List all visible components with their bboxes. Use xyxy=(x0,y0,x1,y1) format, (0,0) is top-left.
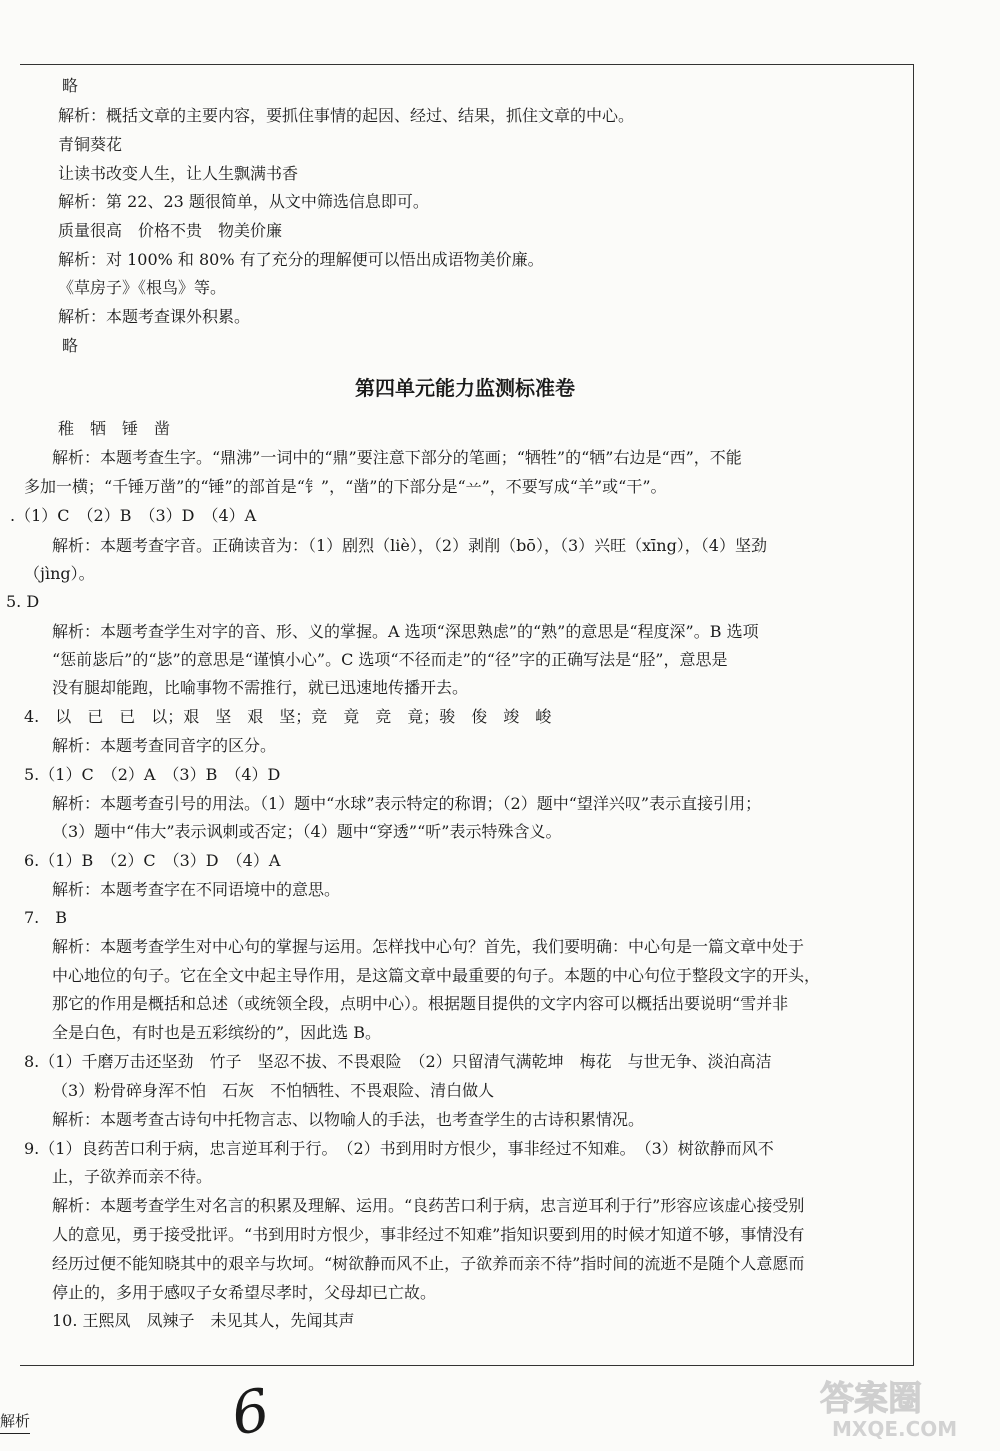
main-answer-line: （3）粉骨碎身浑不怕 石灰 不怕牺牲、不畏艰险、清白做人 xyxy=(52,1081,495,1100)
top-answer-line: 青铜葵花 xyxy=(58,135,123,154)
main-answer-line: 5. D xyxy=(6,592,40,611)
main-answer-line: 经历过便不能知晓其中的艰辛与坎坷。“树欲静而风不止，子欲养而亲不待”指时间的流逝不是随个人意愿而 xyxy=(52,1254,805,1273)
main-answer-line: 解析：本题考查生字。“鼎沸”一词中的“鼎”要注意下部分的笔画；“牺牲”的“牺”右边是“西”，不能 xyxy=(52,448,742,467)
watermark-logo xyxy=(810,1372,990,1442)
top-answer-line: 《草房子》《根鸟》等。 xyxy=(58,278,227,297)
main-answer-line: 7. B xyxy=(24,908,68,927)
watermark-text: 答案圈 xyxy=(820,1379,922,1419)
main-answer-line: 中心地位的句子。它在全文中起主导作用，是这篇文章中最重要的句子。本题的中心句位于整段文字的开头， xyxy=(52,966,821,985)
main-answer-line: 10. 王熙凤 凤辣子 未见其人，先闻其声 xyxy=(52,1311,355,1330)
main-answer-line: 没有腿却能跑，比喻事物不需推行，就已迅速地传播开去。 xyxy=(52,678,469,697)
main-answer-line: 解析：本题考查字音。正确读音为：（1）剧烈（liè），（2）剥削（bō），（3）兴旺（xīng），（4）坚劲 xyxy=(52,536,767,555)
main-answer-line: .（1）C （2）B （3）D （4）A xyxy=(10,506,257,525)
top-answer-line: 解析：概括文章的主要内容，要抓住事情的起因、经过、结果，抓住文章的中心。 xyxy=(58,106,635,125)
top-answer-line: 质量很高 价格不贵 物美价廉 xyxy=(58,221,283,240)
top-answer-line: 解析：本题考查课外积累。 xyxy=(58,307,251,326)
top-answer-line: 略 xyxy=(62,336,79,355)
main-answer-line: 4. 以 已 已 以；艰 坚 艰 坚；竞 竟 竞 竟；骏 俊 竣 峻 xyxy=(24,707,552,726)
main-answer-line: 止，子欲养而亲不待。 xyxy=(52,1167,213,1186)
main-answer-line: 解析：本题考查学生对名言的积累及理解、运用。“良药苦口利于病，忠言逆耳利于行”形容应该虚心接受别 xyxy=(52,1196,805,1215)
main-answer-line: “惩前毖后”的“毖”的意思是“谨慎小心”。C 选项“不径而走”的“径”字的正确写法是“胫”，意思是 xyxy=(52,650,728,669)
main-answer-line: 解析：本题考查字在不同语境中的意思。 xyxy=(52,880,341,899)
main-answer-line: （jìng）。 xyxy=(24,564,95,583)
top-answer-line: 解析：对 100% 和 80% 有了充分的理解便可以悟出成语物美价廉。 xyxy=(58,250,544,269)
main-answer-line: 解析：本题考查同音字的区分。 xyxy=(52,736,277,755)
watermark-url: MXQE.COM xyxy=(832,1417,958,1441)
main-answer-line: 6.（1）B （2）C （3）D （4）A xyxy=(24,851,281,870)
main-answer-line: （3）题中“伟大”表示讽刺或否定；（4）题中“穿透”“听”表示特殊含义。 xyxy=(52,822,562,841)
main-answer-line: 解析：本题考查学生对字的音、形、义的掌握。A 选项“深思熟虑”的“熟”的意思是“程度深”。B 选项 xyxy=(52,622,759,641)
main-answer-line: 停止的，多用于感叹子女希望尽孝时，父母却已亡故。 xyxy=(52,1283,437,1302)
footer-label: 解析 xyxy=(0,1410,30,1434)
main-answer-line: 人的意见，勇于接受批评。“书到用时方恨少，事非经过不知难”指知识要到用的时候才知道不够，事情没有 xyxy=(52,1225,805,1244)
top-answer-line: 让读书改变人生，让人生飘满书香 xyxy=(58,164,299,183)
main-answer-line: 8.（1）千磨万击还坚劲 竹子 坚忍不拔、不畏艰险 （2）只留清气满乾坤 梅花 与世无争、淡泊高洁 xyxy=(24,1052,772,1071)
main-answer-line: 稚 牺 锤 凿 xyxy=(58,419,171,438)
main-answer-line: 解析：本题考查引号的用法。（1）题中“水球”表示特定的称谓；（2）题中“望洋兴叹”表示直接引用； xyxy=(52,794,762,813)
page-title: 第四单元能力监测标准卷 xyxy=(355,376,575,400)
main-answer-line: 5.（1）C （2）A （3）B （4）D xyxy=(24,765,281,784)
main-answer-line: 全是白色，有时也是五彩缤纷的”，因此选 B。 xyxy=(52,1023,382,1042)
main-answer-line: 那它的作用是概括和总述（或统领全段，点明中心）。根据题目提供的文字内容可以概括出要说明“雪并非 xyxy=(52,994,789,1013)
main-answer-line: 9.（1）良药苦口利于病，忠言逆耳利于行。 （2）书到用时方恨少，事非经过不知难。 （3）树欲静而风不 xyxy=(24,1139,774,1158)
top-answer-line: 解析：第 22、23 题很简单，从文中筛选信息即可。 xyxy=(58,192,429,211)
page-number: 6 xyxy=(226,1375,275,1449)
main-answer-line: 解析：本题考查古诗句中托物言志、以物喻人的手法，也考查学生的古诗积累情况。 xyxy=(52,1110,645,1129)
main-answer-line: 多加一横；“千锤万凿”的“锤”的部首是“钅”，“凿”的下部分是“䒑”，不要写成“羊”或“干”。 xyxy=(24,477,667,496)
main-answer-line: 解析：本题考查学生对中心句的掌握与运用。怎样找中心句？首先，我们要明确：中心句是一篇文章中处于 xyxy=(52,937,805,956)
top-answer-line: 略 xyxy=(62,76,79,95)
